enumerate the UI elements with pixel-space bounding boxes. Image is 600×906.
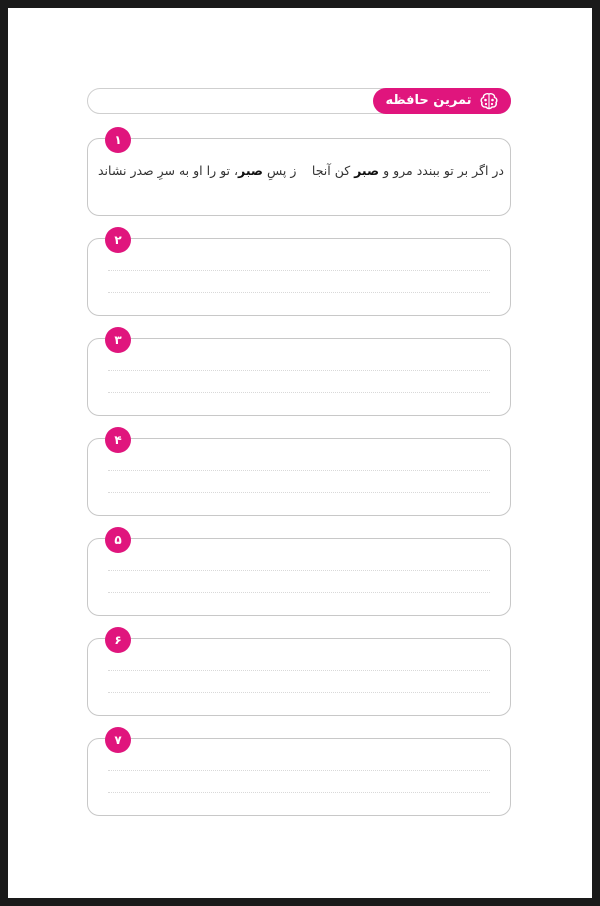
writing-line (108, 270, 490, 271)
writing-line (108, 670, 490, 671)
header-title: تمرین حافظه (385, 93, 472, 108)
exercise-number-badge: ۴ (105, 427, 131, 453)
exercise-box-4 (87, 433, 511, 516)
exercise-box-1 (87, 133, 511, 216)
exercise-number-badge: ۷ (105, 727, 131, 753)
writing-line (108, 770, 490, 771)
writing-line (108, 592, 490, 593)
exercise-box-5 (87, 533, 511, 616)
verse-first-hemistich: در اگر بر تو ببندد مرو و صبر کن آنجا (311, 163, 504, 178)
writing-line (108, 292, 490, 293)
exercise-box-3 (87, 333, 511, 416)
exercise-number-badge: ۲ (105, 227, 131, 253)
exercise-box-6 (87, 633, 511, 716)
header-title-pill (373, 88, 511, 114)
exercise-number-badge: ۵ (105, 527, 131, 553)
brain-icon (479, 92, 499, 110)
exercise-number-badge: ۳ (105, 327, 131, 353)
header-bar (87, 88, 511, 114)
writing-line (108, 470, 490, 471)
exercise-number-badge: ۶ (105, 627, 131, 653)
page (8, 8, 592, 898)
verse-second-hemistich: ز پسِ صبر، تو را او به سرِ صدر نشاند (98, 163, 297, 178)
writing-line (108, 692, 490, 693)
writing-line (108, 370, 490, 371)
exercise-number-badge: ۱ (105, 127, 131, 153)
exercise-box-2 (87, 233, 511, 316)
exercise-box-7 (87, 733, 511, 816)
writing-line (108, 570, 490, 571)
writing-line (108, 792, 490, 793)
writing-line (108, 392, 490, 393)
writing-line (108, 492, 490, 493)
